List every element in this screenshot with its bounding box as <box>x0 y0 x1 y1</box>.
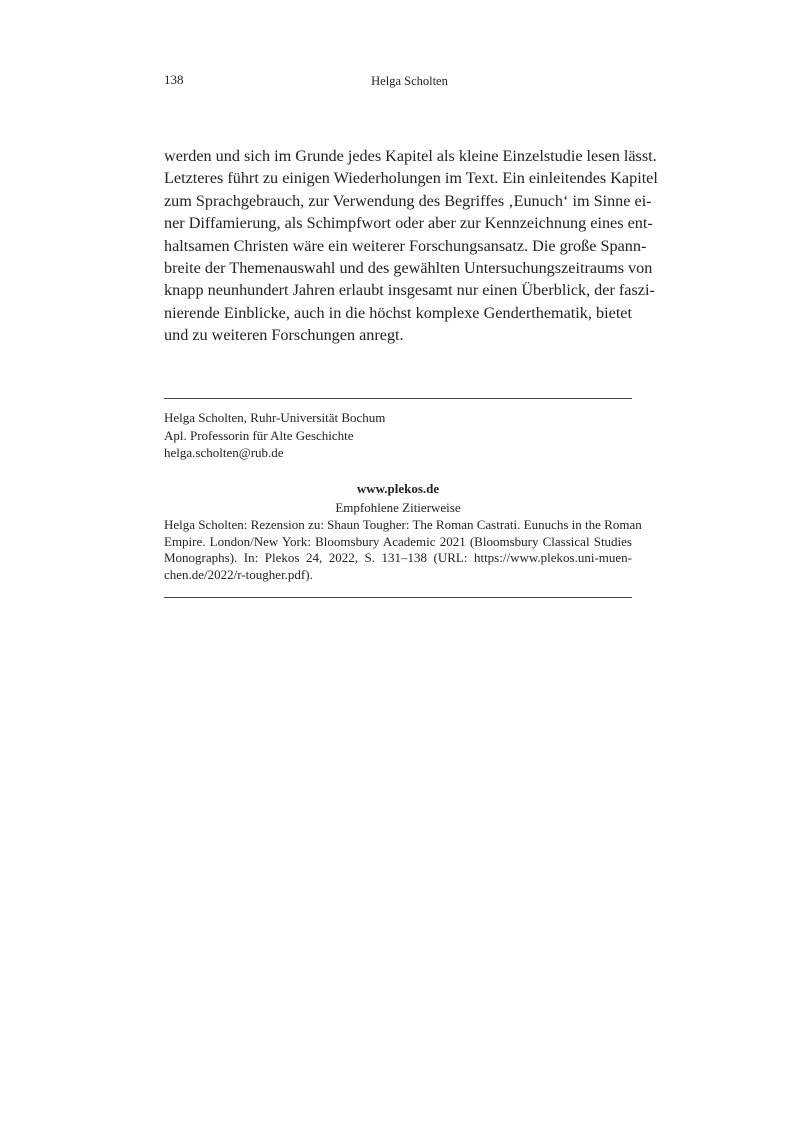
website-link[interactable]: www.plekos.de <box>356 481 440 496</box>
author-name-affiliation: Helga Scholten, Ruhr-Universität Bochum <box>164 410 386 425</box>
body-line: werden und sich im Grunde jedes Kapitel als kleine Einzelstudie lesen lässt. <box>164 147 657 165</box>
citation-line: Monographs). In: Plekos 24, 2022, S. 131–138 (URL: https://www.plekos.uni-muen- <box>164 550 632 565</box>
citation-line: chen.de/2022/r-tougher.pdf). <box>164 566 313 582</box>
divider-bottom <box>164 597 632 598</box>
citation-line: Empire. London/New York: Bloomsbury Academic 2021 (Bloomsbury Classical Studies <box>164 533 632 549</box>
body-line: knapp neunhundert Jahren erlaubt insgesamt nur einen Überblick, der faszi- <box>164 281 655 300</box>
citation-line: Helga Scholten: Rezension zu: Shaun Tougher: The Roman Castrati. Eunuchs in the Roman <box>164 517 642 532</box>
author-info <box>164 409 385 462</box>
running-head: Helga Scholten <box>371 74 448 88</box>
author-position: Apl. Professorin für Alte Geschichte <box>164 427 354 443</box>
body-paragraph <box>164 145 658 347</box>
citation-heading: Empfohlene Zitierweise <box>335 500 461 515</box>
body-line: haltsamen Christen wäre ein weiterer Forschungsansatz. Die große Spann- <box>164 236 647 255</box>
divider-top <box>164 398 632 399</box>
body-line: nierende Einblicke, auch in die höchst komplexe Genderthematik, bietet <box>164 303 632 322</box>
citation-text <box>164 517 642 583</box>
page-number: 138 <box>164 72 184 87</box>
body-line: breite der Themenauswahl und des gewählten Untersuchungszeitraums von <box>164 259 653 278</box>
body-line: und zu weiteren Forschungen anregt. <box>164 326 404 345</box>
body-line: zum Sprachgebrauch, zur Verwendung des Begriffes ‚Eunuch‘ im Sinne ei- <box>164 191 652 210</box>
body-line: Letzteres führt zu einigen Wiederholungen im Text. Ein einleitendes Kapitel <box>164 169 658 188</box>
body-line: ner Diffamierung, als Schimpfwort oder aber zur Kennzeichnung eines ent- <box>164 214 653 233</box>
author-email[interactable]: helga.scholten@rub.de <box>164 445 284 460</box>
